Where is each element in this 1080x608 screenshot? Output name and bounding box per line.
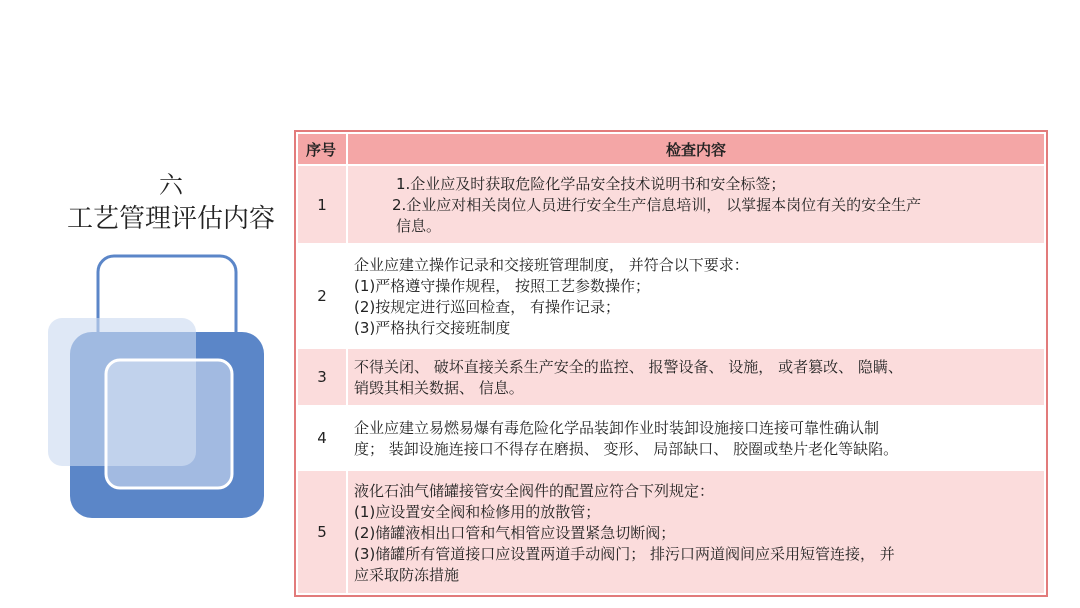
row-seq: 4 xyxy=(297,406,347,470)
content-line: (1)严格遵守操作规程， 按照工艺参数操作； xyxy=(354,277,651,295)
table-row xyxy=(297,165,1045,244)
content-line: 企业应建立易燃易爆有毒危险化学品装卸作业时装卸设施接口连接可靠性确认制 xyxy=(354,419,880,437)
row-seq: 3 xyxy=(297,348,347,406)
content-line: 企业应建立操作记录和交接班管理制度， 并符合以下要求： xyxy=(354,256,749,274)
content-line: 销毁其相关数据、 信息。 xyxy=(354,379,524,397)
row-content xyxy=(347,244,1045,348)
row-content xyxy=(347,406,1045,470)
content-line: 不得关闭、 破坏直接关系生产安全的监控、 报警设备、 设施， 或者篡改、 隐瞒、 xyxy=(354,358,903,376)
content-line: 信息。 xyxy=(396,217,442,235)
content-line: 应采取防冻措施 xyxy=(354,565,460,584)
content-line: (2)储罐液相出口管和气相管应设置紧急切断阀； xyxy=(354,523,676,542)
content-line: 度； 装卸设施连接口不得存在磨损、 变形、 局部缺口、 胶圈或垫片老化等缺陷。 xyxy=(354,440,899,458)
content-line: 2.企业应对相关岗位人员进行安全生产信息培训， 以掌握本岗位有关的安全生产 xyxy=(392,196,922,214)
row-seq: 5 xyxy=(297,470,347,594)
row-content xyxy=(347,165,1045,244)
lock-icon xyxy=(48,252,284,518)
content-line: 液化石油气储罐接管安全阀件的配置应符合下列规定： xyxy=(354,481,715,500)
table-row xyxy=(297,406,1045,470)
section-number: 六 xyxy=(159,171,183,199)
row-content xyxy=(347,470,1045,594)
content-line: 1.企业应及时获取危险化学品安全技术说明书和安全标签； xyxy=(396,175,786,193)
header-seq: 序号 xyxy=(297,133,347,165)
row-seq: 1 xyxy=(297,165,347,244)
content-line: (2)按规定进行巡回检查， 有操作记录； xyxy=(354,298,621,316)
content-line: (3)严格执行交接班制度 xyxy=(354,319,511,337)
section-name: 工艺管理评估内容 xyxy=(66,204,275,234)
content-line: (1)应设置安全阀和检修用的放散管； xyxy=(354,502,601,521)
table-header-row xyxy=(297,133,1045,165)
row-content xyxy=(347,348,1045,406)
table-row xyxy=(297,348,1045,406)
section-title xyxy=(40,168,302,236)
lock-illustration xyxy=(48,252,284,518)
row-seq: 2 xyxy=(297,244,347,348)
table-row xyxy=(297,244,1045,348)
content-line: (3)储罐所有管道接口应设置两道手动阀门； 排污口两道阀间应采用短管连接， 并 xyxy=(354,544,895,563)
header-content: 检查内容 xyxy=(347,133,1045,165)
lock-inner xyxy=(106,360,232,488)
table-row xyxy=(297,470,1045,594)
inspection-table xyxy=(294,130,1048,597)
